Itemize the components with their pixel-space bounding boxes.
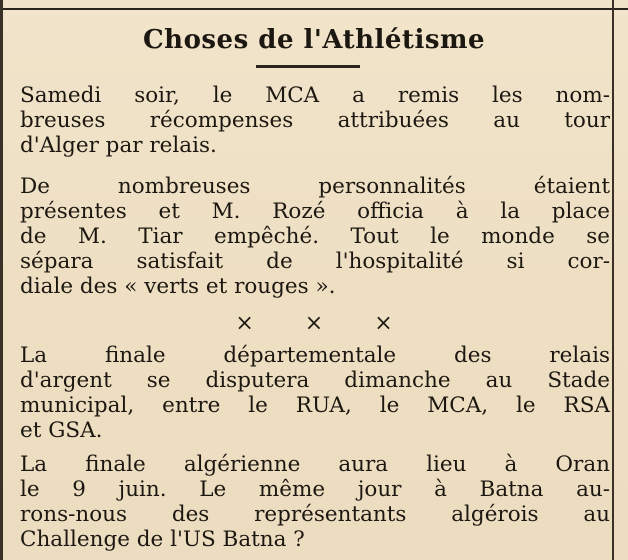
text-line: La finale départementale des relais (20, 343, 610, 368)
text-line: De nombreuses personnalités étaient (20, 174, 610, 199)
text-line: sépara satisfait de l'hospitalité si cor- (20, 249, 610, 274)
title-underline (256, 65, 360, 68)
text-line: Samedi soir, le MCA a remis les nom- (20, 83, 610, 108)
text-line: et GSA. (20, 418, 103, 443)
paragraph-3 (20, 343, 610, 443)
left-column-rule (0, 0, 3, 560)
text-line: La finale algérienne aura lieu à Oran (20, 452, 610, 477)
text-line: d'Alger par relais. (20, 133, 217, 158)
text-line: municipal, entre le RUA, le MCA, le RSA (20, 393, 610, 418)
text-line: le 9 juin. Le même jour à Batna au- (20, 477, 610, 502)
text-line: breuses récompenses attribuées au tour (20, 108, 610, 133)
paragraph-4 (20, 452, 610, 552)
text-line: rons-nous des représentants algérois au (20, 502, 610, 527)
top-column-rule (0, 8, 628, 10)
paragraph-2 (20, 174, 610, 299)
text-line: d'argent se disputera dimanche au Stade (20, 368, 610, 393)
section-separator: × × × (235, 311, 415, 336)
text-line: Challenge de l'US Batna ? (20, 527, 305, 552)
right-column-rule (612, 0, 614, 560)
article-title: Choses de l'Athlétisme (142, 25, 486, 55)
text-line: présentes et M. Rozé officia à la place (20, 199, 610, 224)
text-line: diale des « verts et rouges ». (20, 274, 336, 299)
paragraph-1 (20, 83, 610, 158)
text-line: de M. Tiar empêché. Tout le monde se (20, 224, 610, 249)
